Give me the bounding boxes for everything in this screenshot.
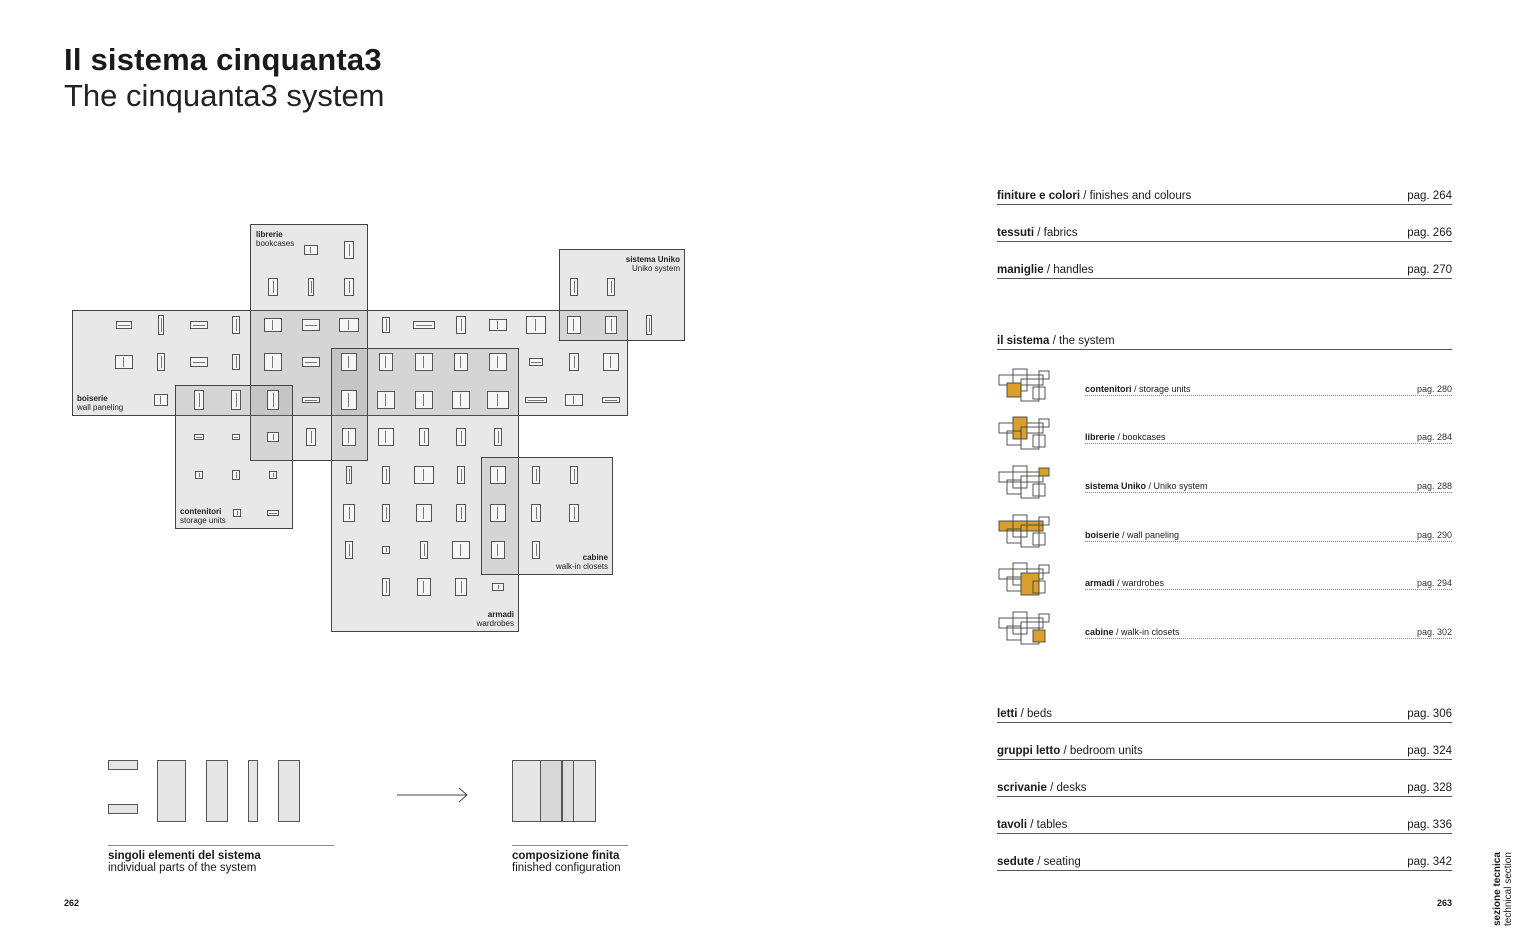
module-icon: [490, 504, 506, 522]
module-icon: [569, 353, 579, 371]
module-icon: [377, 391, 395, 409]
thumb-zone-contenitori: [1007, 383, 1021, 397]
module-icon: [154, 394, 168, 406]
index-link-beds[interactable]: letti / beds pag. 306: [997, 705, 1452, 723]
zone-label-armadi: armadi wardrobes: [476, 610, 514, 628]
title-english: The cinquanta3 system: [64, 78, 385, 113]
module-icon: [414, 466, 434, 484]
system-item-line: [1085, 479, 1452, 493]
module-icon: [415, 353, 433, 371]
module-icon: [344, 241, 354, 259]
module-icon: [232, 470, 240, 480]
module-icon: [456, 428, 466, 446]
arrow-icon: [397, 787, 469, 803]
part-door: [278, 760, 300, 822]
thumb-zone-uniko: [1039, 468, 1049, 476]
part-panel-double: [206, 760, 228, 822]
module-icon: [302, 357, 320, 367]
module-icon: [382, 466, 390, 484]
module-icon: [190, 321, 208, 329]
module-icon: [382, 578, 390, 596]
module-icon: [452, 391, 470, 409]
caption-finished-configuration: composizione finita finished configuration: [512, 850, 621, 874]
system-item-page: pag. 284: [1416, 432, 1452, 442]
module-icon: [607, 278, 615, 296]
system-item-page: pag. 302: [1416, 627, 1452, 637]
zone-label-librerie: librerie bookcases: [256, 230, 295, 248]
module-icon: [343, 504, 355, 522]
index-link-bedroom-units[interactable]: gruppi letto / bedroom units pag. 324: [997, 742, 1452, 760]
module-icon: [487, 391, 509, 409]
module-icon: [415, 391, 433, 409]
zone-label-boiserie: boiserie wall paneling: [77, 394, 124, 412]
module-icon: [382, 317, 390, 333]
system-item-boiserie[interactable]: [997, 513, 1452, 557]
index-link-fabrics[interactable]: tessuti / fabrics pag. 266: [997, 224, 1452, 242]
module-icon: [532, 466, 540, 484]
system-item-page: pag. 294: [1416, 578, 1452, 588]
module-icon: [308, 278, 314, 296]
system-diagram: [0, 0, 760, 700]
page-number-right: 263: [1437, 898, 1453, 908]
thumb-zone-armadi: [1021, 476, 1039, 498]
index-link-tables[interactable]: tavoli / tables pag. 336: [997, 816, 1452, 834]
module-icon: [382, 546, 390, 554]
system-thumbnail-icon: [997, 610, 1053, 646]
module-icon: [491, 541, 505, 559]
system-item-label: contenitori / storage units: [1085, 384, 1191, 394]
system-thumbnail-icon: [997, 464, 1053, 500]
thumb-zone-librerie: [1013, 612, 1027, 634]
config-divider-a: [540, 760, 562, 822]
system-item-page: pag. 280: [1416, 384, 1452, 394]
system-item-contenitori[interactable]: [997, 367, 1452, 411]
module-icon: [345, 541, 353, 559]
system-item-line: [1085, 430, 1452, 444]
thumb-zone-librerie: [1013, 417, 1027, 439]
system-item-label: boiserie / wall paneling: [1085, 530, 1180, 540]
module-icon: [194, 434, 204, 440]
thumb-zone-librerie: [1013, 466, 1027, 488]
module-icon: [646, 315, 652, 335]
module-icon: [115, 355, 133, 369]
module-icon: [264, 318, 282, 332]
config-divider-b: [562, 760, 574, 822]
module-icon: [456, 316, 466, 334]
module-icon: [158, 315, 164, 335]
module-icon: [494, 428, 502, 446]
module-icon: [452, 541, 470, 559]
system-item-cabine[interactable]: [997, 610, 1452, 654]
module-icon: [569, 504, 579, 522]
module-icon: [455, 578, 467, 596]
system-item-line: [1085, 576, 1452, 590]
index-link-desks[interactable]: scrivanie / desks pag. 328: [997, 779, 1452, 797]
module-icon: [232, 354, 240, 370]
module-icon: [413, 321, 435, 329]
module-icon: [116, 321, 132, 329]
system-item-line: [1085, 382, 1452, 396]
module-icon: [456, 504, 466, 522]
module-icon: [532, 541, 540, 559]
zone-label-contenitori: contenitori storage units: [180, 507, 226, 525]
part-ladder: [248, 760, 258, 822]
module-icon: [306, 428, 316, 446]
system-item-line: [1085, 625, 1452, 639]
module-icon: [489, 319, 507, 331]
module-icon: [269, 471, 277, 479]
system-item-uniko[interactable]: [997, 464, 1452, 508]
module-icon: [565, 394, 583, 406]
system-item-label: cabine / walk-in closets: [1085, 627, 1180, 637]
module-icon: [492, 583, 504, 591]
module-icon: [264, 353, 282, 371]
part-base: [108, 804, 138, 814]
module-icon: [490, 466, 506, 484]
module-icon: [417, 578, 431, 596]
module-icon: [231, 390, 241, 410]
caption-individual-parts: singoli elementi del sistema individual parts of the system: [108, 850, 261, 874]
system-item-librerie[interactable]: [997, 415, 1452, 459]
module-icon: [525, 397, 547, 403]
index-section-system: il sistema / the system: [997, 332, 1452, 350]
module-icon: [419, 428, 429, 446]
module-icon: [268, 278, 278, 296]
module-icon: [341, 390, 357, 410]
section-side-tab: sezione tecnica technical section: [1492, 852, 1514, 926]
module-icon: [603, 353, 619, 371]
system-thumbnail-icon: [997, 513, 1053, 549]
module-icon: [529, 358, 543, 366]
system-item-page: pag. 288: [1416, 481, 1452, 491]
system-item-label: sistema Uniko / Uniko system: [1085, 481, 1208, 491]
module-icon: [454, 353, 468, 371]
zone-label-cabine: cabine walk-in closets: [555, 553, 608, 571]
module-icon: [342, 428, 356, 446]
module-icon: [416, 504, 432, 522]
thumb-zone-cabine: [1033, 630, 1045, 642]
module-icon: [602, 397, 620, 403]
index-link-seating[interactable]: sedute / seating pag. 342: [997, 853, 1452, 871]
module-icon: [457, 466, 465, 484]
title-italian: Il sistema cinquanta3: [64, 42, 382, 77]
module-icon: [267, 510, 279, 516]
thumb-zone-armadi: [1021, 379, 1039, 401]
part-shelf: [108, 760, 138, 770]
module-icon: [339, 318, 359, 332]
module-icon: [379, 353, 393, 371]
page-number-left: 262: [64, 898, 80, 908]
system-item-page: pag. 290: [1416, 530, 1452, 540]
part-drawer-unit: [157, 760, 186, 822]
caption-rule-left: [108, 845, 334, 846]
module-icon: [195, 471, 203, 479]
module-icon: [302, 319, 320, 331]
module-icon: [194, 390, 204, 410]
module-icon: [489, 353, 507, 371]
module-icon: [344, 278, 354, 296]
module-icon: [304, 245, 318, 255]
module-icon: [570, 466, 578, 484]
index-link-finishes[interactable]: finiture e colori / finishes and colours pag. 264: [997, 187, 1452, 205]
module-icon: [232, 316, 240, 334]
caption-rule-right: [512, 845, 628, 846]
system-thumbnail-icon: [997, 415, 1053, 451]
thumb-zone-armadi: [1021, 573, 1039, 595]
system-item-armadi[interactable]: [997, 561, 1452, 605]
module-icon: [526, 316, 546, 334]
module-icon: [570, 278, 578, 296]
module-icon: [605, 316, 617, 334]
index-link-handles[interactable]: maniglie / handles pag. 270: [997, 261, 1452, 279]
module-icon: [302, 397, 320, 403]
module-icon: [232, 434, 240, 440]
module-icon: [346, 466, 352, 484]
module-icon: [531, 504, 541, 522]
module-icon: [233, 509, 241, 517]
module-icon: [378, 428, 394, 446]
system-thumbnail-icon: [997, 561, 1053, 597]
module-icon: [157, 353, 165, 371]
module-icon: [267, 432, 279, 442]
module-icon: [190, 357, 208, 367]
zone-label-uniko: sistema Uniko Uniko system: [625, 255, 680, 273]
system-item-label: armadi / wardrobes: [1085, 578, 1165, 588]
module-icon: [382, 504, 390, 522]
system-item-line: [1085, 528, 1452, 542]
system-thumbnail-icon: [997, 367, 1053, 403]
module-icon: [567, 316, 581, 334]
module-icon: [341, 353, 357, 371]
module-icon: [420, 541, 428, 559]
system-item-label: librerie / bookcases: [1085, 432, 1166, 442]
module-icon: [267, 390, 279, 410]
